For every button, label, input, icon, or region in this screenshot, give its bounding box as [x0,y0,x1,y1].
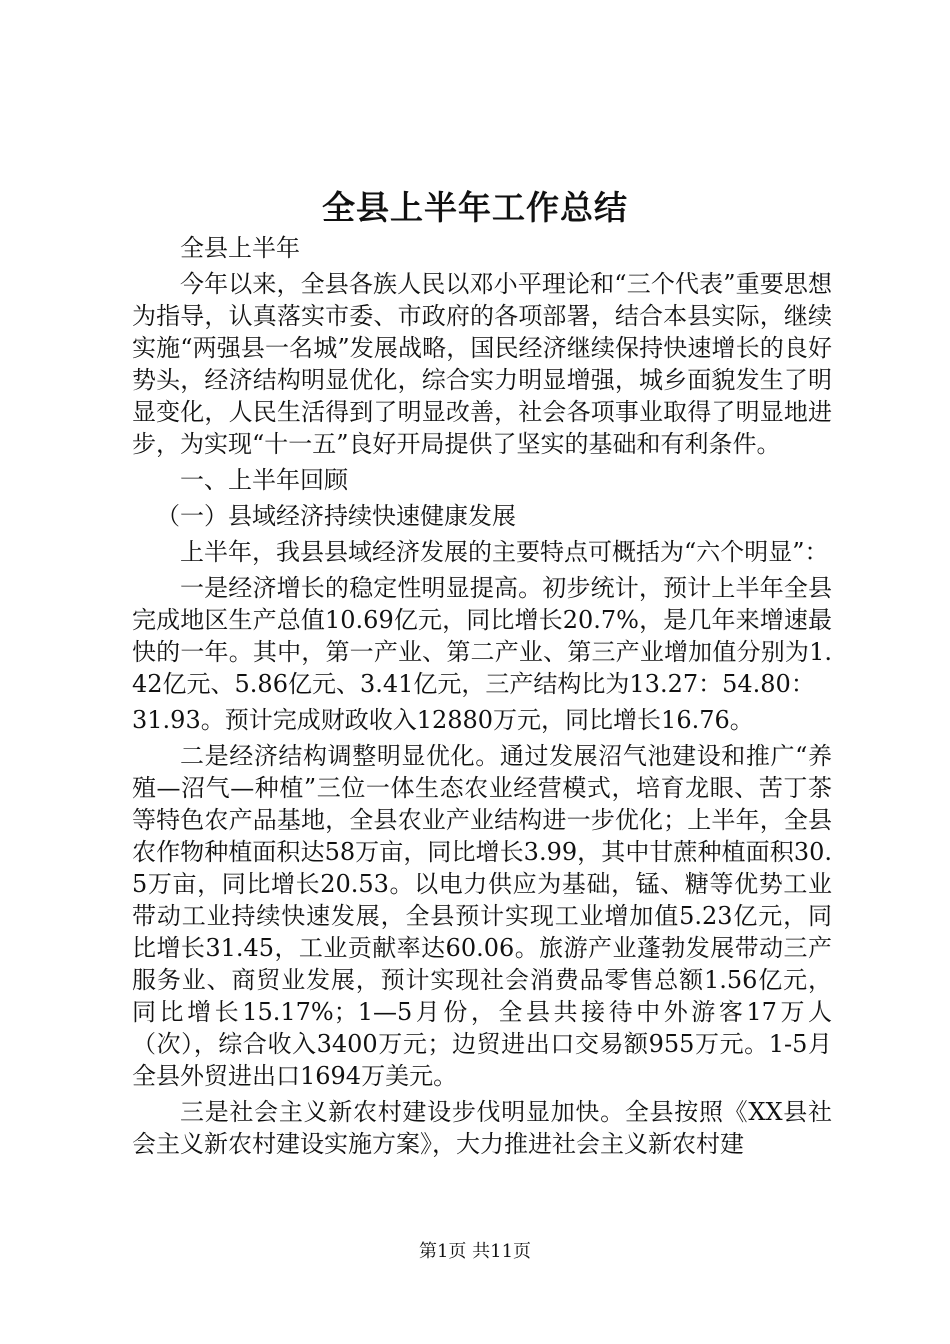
paragraph-growth-stability: 一是经济增长的稳定性明显提高。初步统计，预计上半年全县完成地区生产总值10.69亿元，同比增长20.7%，是几年来增速最快的一年。其中，第一产业、第二产业、第三产业增加值分别为1.42亿元、5.86亿元、3.41亿元，三产结构比为13.27：54.80： [132,574,832,698]
document-title: 全县上半年工作总结 [322,188,628,227]
document-body [132,232,832,1164]
paragraph-structure-optimization: 二是经济结构调整明显优化。通过发展沼气池建设和推广“养殖—沼气—种植”三位一体生态农业经营模式，培育龙眼、苦丁茶等特色农产品基地，全县农业产业结构进一步优化；上半年，全县农作物种植面积达58万亩，同比增长3.99，其中甘蔗种植面积30.5万亩，同比增长20.53。以电力供应为基础，锰、糖等优势工业带动工业持续快速发展，全县预计实现工业增加值5.23亿元，同比增长31.45，工业贡献率达60.06。旅游产业蓬勃发展带动三产服务业、商贸业发展，预计实现社会消费品零售总额1.56亿元，同比增长15.17%；1—5月份，全县共接待中外游客17万人（次），综合收入3400万元；边贸进出口交易额955万元。1-5月全县外贸进出口1694万美元。 [132,742,832,1090]
growth-continuation-text: 31.93。预计完成财政收入12880万元，同比增长16.76。 [132,706,754,734]
page-footer: 第1页 共11页 [418,1241,532,1262]
paragraph-growth-continuation [132,704,832,736]
paragraph-overview: 今年以来，全县各族人民以邓小平理论和“三个代表”重要思想为指导，认真落实市委、市政府的各项部署，结合本县实际，继续实施“两强县一名城”发展战略，国民经济继续保持快速增长的良好势头，经济结构明显优化，综合实力明显增强，城乡面貌发生了明显变化，人民生活得到了明显改善，社会各项事业取得了明显地进步，为实现“十一五”良好开局提供了坚实的基础和有利条件。 [132,270,832,458]
paragraph-six-features: 上半年，我县县域经济发展的主要特点可概括为“六个明显”： [180,538,829,566]
paragraph-intro-label: 全县上半年 [180,234,300,262]
subsection-heading-economy: （一）县域经济持续快速健康发展 [156,502,516,530]
paragraph-new-countryside: 三是社会主义新农村建设步伐明显加快。全县按照《XX县社会主义新农村建设实施方案》，大力推进社会主义新农村建 [132,1098,832,1158]
section-heading-review: 一、上半年回顾 [180,466,348,494]
